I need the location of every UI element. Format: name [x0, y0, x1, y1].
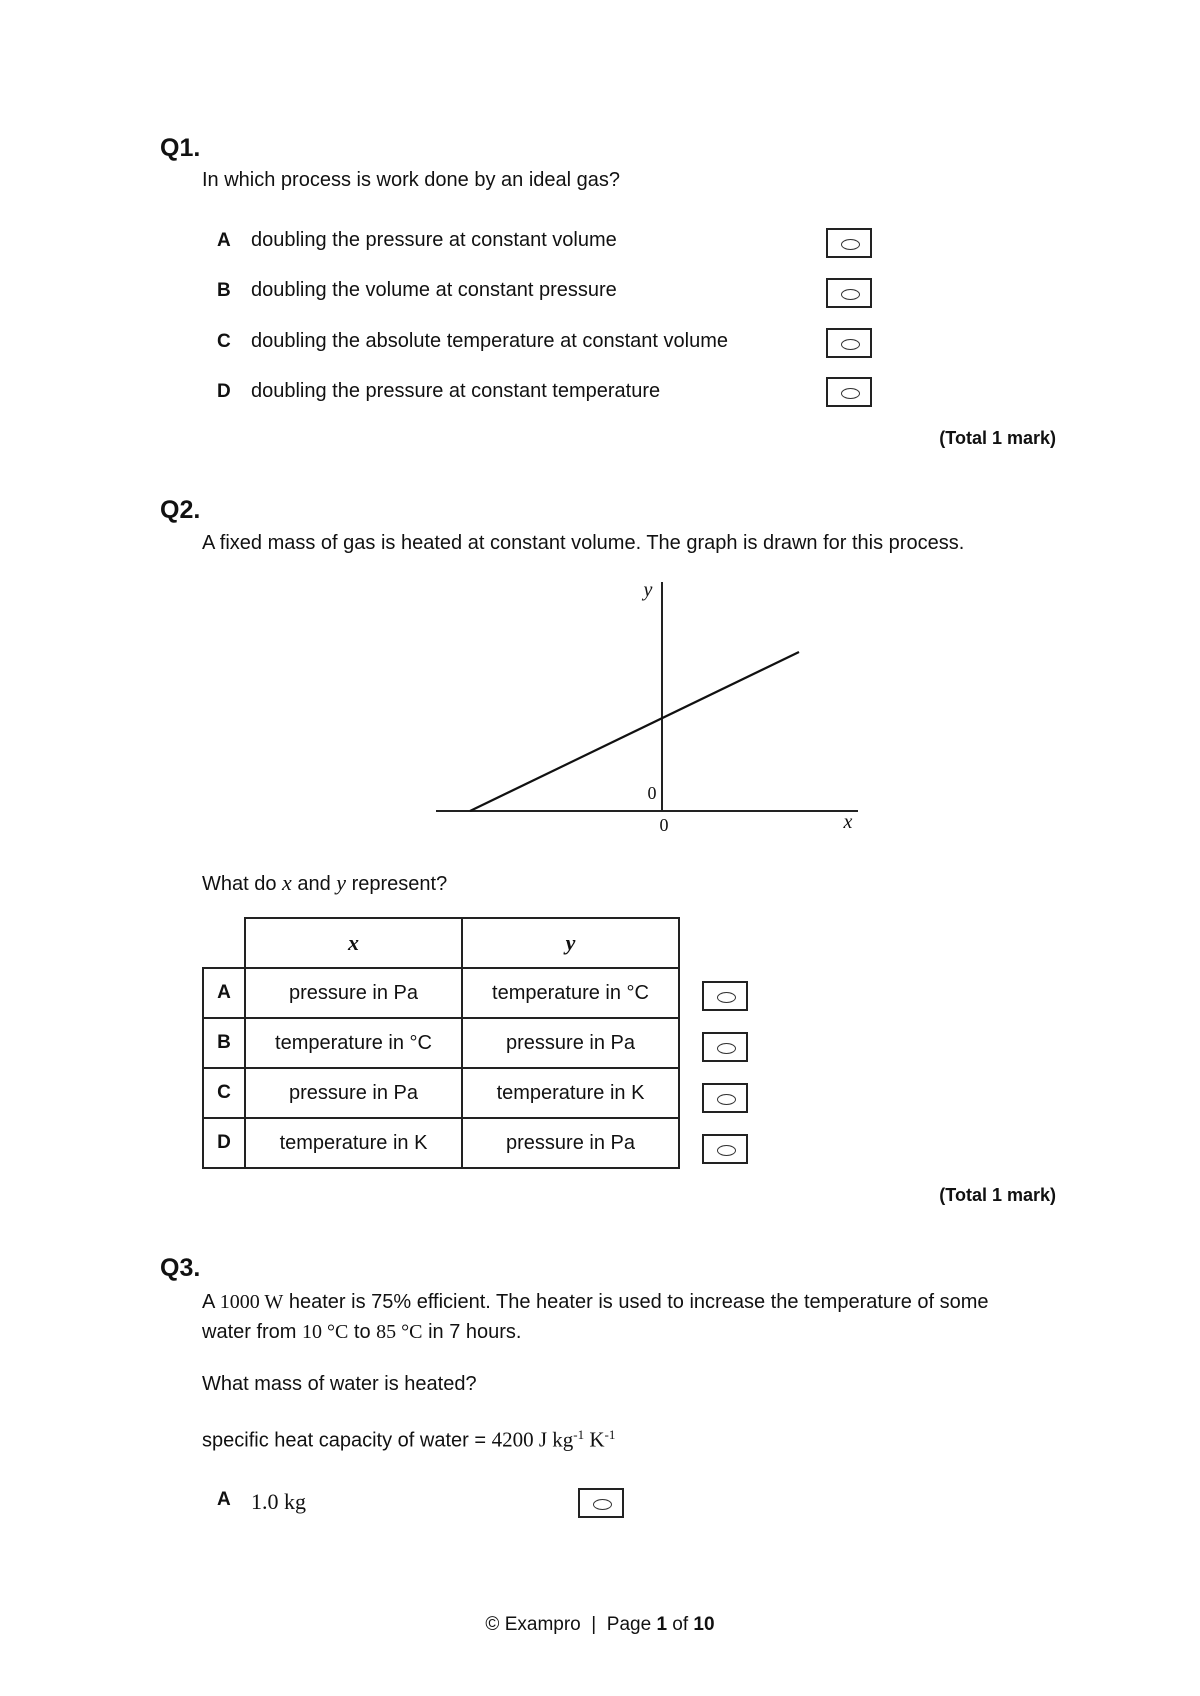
q1-option-c-text: doubling the absolute temperature at constant volume: [251, 330, 728, 352]
x-origin-label: 0: [659, 815, 669, 835]
q3-shc: [202, 1427, 615, 1453]
q3-stem-c: water from: [202, 1321, 303, 1343]
q3-stem-a: A: [202, 1291, 220, 1313]
oval-icon: [841, 388, 860, 399]
q1-option-c-checkbox[interactable]: [826, 328, 872, 358]
q2-question-and: and: [291, 873, 337, 895]
x-axis-label: x: [843, 811, 853, 833]
row-d-y: pressure in Pa: [462, 1118, 679, 1168]
q3-stem-line1: [202, 1291, 1102, 1314]
table-header-row: [203, 918, 679, 968]
footer-page-number: 1: [656, 1614, 668, 1635]
row-d-x: temperature in K: [245, 1118, 462, 1168]
q3-number: Q3.: [160, 1254, 201, 1282]
q3-question: What mass of water is heated?: [202, 1373, 477, 1395]
q3-stem-d: to: [348, 1321, 377, 1343]
q2-option-a-checkbox[interactable]: [702, 981, 748, 1011]
q1-option-a-text: doubling the pressure at constant volume: [251, 229, 617, 251]
footer-of: of: [667, 1614, 694, 1635]
oval-icon: [841, 239, 860, 250]
graph-line: [470, 652, 799, 811]
q3-shc-unit2: K: [584, 1427, 605, 1452]
page-footer: [0, 1614, 1200, 1636]
q3-shc-exp1: -1: [573, 1427, 585, 1442]
q1-option-d-checkbox[interactable]: [826, 377, 872, 407]
table-row: [203, 1068, 679, 1118]
row-c-y: temperature in K: [462, 1068, 679, 1118]
q3-shc-value: 4200 J kg: [491, 1427, 574, 1452]
q1-option-c-letter: C: [217, 331, 231, 352]
oval-icon: [593, 1499, 612, 1510]
oval-icon: [717, 992, 736, 1003]
q1-option-a-checkbox[interactable]: [826, 228, 872, 258]
q2-question: [202, 870, 447, 896]
q2-option-b-checkbox[interactable]: [702, 1032, 748, 1062]
q2-answer-table: [202, 917, 680, 1169]
q3-stem-t1: 10 °C: [302, 1321, 349, 1343]
footer-text: © Exampro | Page: [485, 1614, 657, 1635]
q1-option-d-text: doubling the pressure at constant temperature: [251, 380, 661, 402]
oval-icon: [717, 1043, 736, 1054]
q3-stem-power: 1000 W: [219, 1291, 284, 1313]
q2-graph: [420, 570, 880, 840]
q2-question-y: y: [336, 870, 347, 895]
q3-stem-line2: [202, 1321, 521, 1344]
q2-question-post: represent?: [346, 873, 448, 895]
y-origin-label: 0: [647, 783, 657, 803]
row-a-y: temperature in °C: [462, 968, 679, 1018]
q3-stem-t2: 85 °C: [376, 1321, 423, 1343]
table-row: [203, 1018, 679, 1068]
row-c-x: pressure in Pa: [245, 1068, 462, 1118]
q3-option-a-checkbox[interactable]: [578, 1488, 624, 1518]
table-header-blank: [203, 918, 245, 968]
q2-number: Q2.: [160, 496, 201, 524]
q2-option-c-checkbox[interactable]: [702, 1083, 748, 1113]
row-c-letter: C: [203, 1068, 245, 1118]
q1-total: (Total 1 mark): [939, 428, 1056, 448]
y-axis-label: y: [643, 579, 653, 601]
q2-question-pre: What do: [202, 873, 283, 895]
q3-shc-exp2: -1: [604, 1427, 616, 1442]
table-row: [203, 1118, 679, 1168]
row-a-letter: A: [203, 968, 245, 1018]
q2-total: (Total 1 mark): [939, 1185, 1056, 1205]
oval-icon: [841, 289, 860, 300]
row-b-x: temperature in °C: [245, 1018, 462, 1068]
q1-stem: In which process is work done by an ideal gas?: [202, 169, 621, 191]
q1-option-b-letter: B: [217, 280, 231, 301]
footer-page-total: 10: [693, 1614, 715, 1635]
q1-option-d-letter: D: [217, 381, 231, 402]
q1-option-b-checkbox[interactable]: [826, 278, 872, 308]
table-row: [203, 968, 679, 1018]
q3-stem-b: heater is 75% efficient. The heater is used to increase the temperature of some: [283, 1291, 989, 1313]
q1-option-a-letter: A: [217, 230, 231, 251]
row-a-x: pressure in Pa: [245, 968, 462, 1018]
oval-icon: [717, 1094, 736, 1105]
q3-option-a-text: 1.0 kg: [251, 1489, 306, 1514]
q3-stem-e: in 7 hours.: [422, 1321, 522, 1343]
q2-stem: A fixed mass of gas is heated at constant volume. The graph is drawn for this process.: [202, 532, 965, 554]
row-b-letter: B: [203, 1018, 245, 1068]
row-b-y: pressure in Pa: [462, 1018, 679, 1068]
q2-question-x: x: [282, 870, 292, 895]
table-header-x: x: [245, 918, 462, 968]
q1-number: Q1.: [160, 134, 201, 162]
q1-option-b-text: doubling the volume at constant pressure: [251, 279, 617, 301]
row-d-letter: D: [203, 1118, 245, 1168]
oval-icon: [841, 339, 860, 350]
oval-icon: [717, 1145, 736, 1156]
q2-option-d-checkbox[interactable]: [702, 1134, 748, 1164]
q3-option-a-letter: A: [217, 1489, 231, 1510]
q3-shc-label: specific heat capacity of water =: [202, 1429, 492, 1452]
table-header-y: y: [462, 918, 679, 968]
